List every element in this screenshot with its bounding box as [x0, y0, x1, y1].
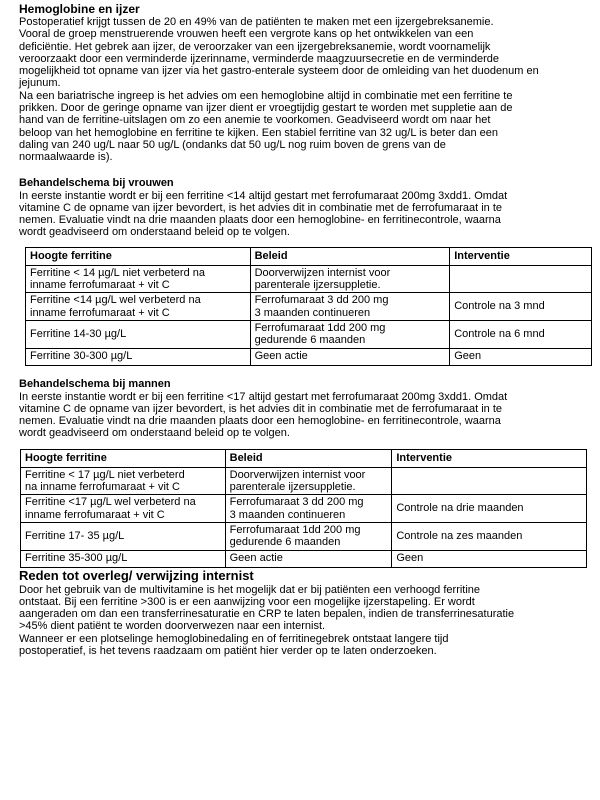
cell-beleid: Ferrofumaraat 3 dd 200 mg 3 maanden continueren [225, 495, 392, 523]
text-line: Vooral de groep menstruerende vrouwen heeft een vergrote kans op het ontwikkelen van een [19, 28, 474, 41]
table-header-row [21, 449, 587, 467]
text-line: mogelijkheid tot opname van ijzer via het gastro-enterale systeem door de omleiding van het duodenum en [19, 65, 539, 78]
section-hemoglobine-body [19, 16, 587, 164]
cell-interventie: Controle na drie maanden [392, 495, 587, 523]
text-line: postoperatief, is het tevens raadzaam om patiënt hier verder op te laten onderzoeken. [19, 644, 437, 657]
text-line: prikken. Door de geringe opname van ijzer dient er vroegtijdig gestart te worden met suppletie aan de [19, 102, 513, 115]
table-row [26, 320, 592, 348]
cell-interventie: Controle na 6 mnd [450, 320, 592, 348]
section-mannen-body [19, 391, 587, 440]
section-overleg-body [19, 584, 587, 658]
table-row [21, 467, 587, 495]
cell-beleid: Ferrofumaraat 3 dd 200 mg 3 maanden continueren [250, 293, 450, 321]
header-hoogte-ferritine: Hoogte ferritine [21, 449, 226, 467]
header-beleid: Beleid [225, 449, 392, 467]
table-vrouwen [25, 247, 592, 366]
table-mannen [20, 449, 587, 568]
text-line: In eerste instantie wordt er bij een ferritine <17 altijd gestart met ferrofumaraat 200mg 3xdd1. Omdat [19, 390, 508, 403]
text-line: wordt geadviseerd om onderstaand beleid op te volgen. [19, 226, 290, 239]
cell-hoogte-ferritine: Ferritine < 17 µg/L niet verbeterd na inname ferrofumaraat + vit C [21, 467, 226, 495]
header-hoogte-ferritine: Hoogte ferritine [26, 247, 251, 265]
text-line: nemen. Evaluatie vindt na drie maanden plaats door een hemoglobine- en ferritinecontrole, waarna [19, 214, 501, 227]
table-mannen-body [21, 467, 587, 567]
cell-hoogte-ferritine: Ferritine 30-300 µg/L [26, 348, 251, 365]
section-vrouwen-body [19, 190, 587, 239]
header-interventie: Interventie [450, 247, 592, 265]
section-title-vrouwen: Behandelschema bij vrouwen [19, 176, 174, 189]
table-row [21, 550, 587, 567]
text-line: Door het gebruik van de multivitamine is het mogelijk dat er bij patiënten een verhoogd ferritine [19, 583, 481, 596]
table-header-row [26, 247, 592, 265]
cell-interventie: Controle na zes maanden [392, 522, 587, 550]
cell-beleid: Ferrofumaraat 1dd 200 mg gedurende 6 maanden [225, 522, 392, 550]
table-row [26, 265, 592, 293]
text-line: wordt geadviseerd om onderstaand beleid op te volgen. [19, 427, 290, 440]
text-line: Wanneer er een plotselinge hemoglobinedaling en of ferritinegebrek ontstaat langere tijd [19, 632, 449, 645]
cell-interventie: Controle na 3 mnd [450, 293, 592, 321]
table-row [21, 495, 587, 523]
text-line: >45% dient patiënt te worden doorverwezen naar een internist. [19, 620, 326, 633]
cell-hoogte-ferritine: Ferritine <14 µg/L wel verbeterd na inname ferrofumaraat + vit C [26, 293, 251, 321]
text-line: nemen. Evaluatie vindt na drie maanden plaats door een hemoglobine- en ferritinecontrole, waarna [19, 415, 501, 428]
text-line: hand van de ferritine-uitslagen om zo een anemie te voorkomen. Geadviseerd wordt om naar het [19, 114, 491, 127]
cell-beleid: Doorverwijzen internist voor parenterale ijzersuppletie. [225, 467, 392, 495]
section-title-overleg: Reden tot overleg/ verwijzing internist [19, 567, 254, 583]
table-vrouwen-body [26, 265, 592, 365]
text-line: Postoperatief krijgt tussen de 20 en 49% van de patiënten te maken met een ijzergebreksanemie. [19, 16, 494, 28]
cell-hoogte-ferritine: Ferritine < 14 µg/L niet verbeterd na inname ferrofumaraat + vit C [26, 265, 251, 293]
text-line: Na een bariatrische ingreep is het advies om een hemoglobine altijd in combinatie met een ferritine te [19, 89, 513, 102]
cell-beleid: Doorverwijzen internist voor parenterale ijzersuppletie. [250, 265, 450, 293]
table-row [21, 522, 587, 550]
cell-hoogte-ferritine: Ferritine 35-300 µg/L [21, 550, 226, 567]
text-line: In eerste instantie wordt er bij een ferritine <14 altijd gestart met ferrofumaraat 200mg 3xdd1. Omdat [19, 189, 508, 202]
cell-hoogte-ferritine: Ferritine 17- 35 µg/L [21, 522, 226, 550]
text-line: ontstaat. Bij een ferritine >300 is er een aanwijzing voor een mogelijke ijzerstapeling. Er wordt [19, 595, 475, 608]
text-line: jejunum. [19, 77, 61, 90]
text-line: deficiëntie. Het gebrek aan ijzer, de veroorzaker van een ijzergebreksanemie, wordt voornamelijk [19, 40, 491, 53]
cell-interventie: Geen [392, 550, 587, 567]
table-row [26, 293, 592, 321]
text-line: aangeraden om dan een transferrinesaturatie en CRP te laten bepalen, indien de transferrinesaturatie [19, 608, 515, 621]
header-beleid: Beleid [250, 247, 450, 265]
cell-hoogte-ferritine: Ferritine <17 µg/L wel verbeterd na inname ferrofumaraat + vit C [21, 495, 226, 523]
cell-beleid: Ferrofumaraat 1dd 200 mg gedurende 6 maanden [250, 320, 450, 348]
text-line: veroorzaakt door een verminderde ijzerinname, verminderde maagzuursecretie en de verminderde [19, 52, 499, 65]
text-line: normaalwaarde is). [19, 151, 113, 164]
cell-interventie [450, 265, 592, 293]
cell-interventie: Geen [450, 348, 592, 365]
document-page [19, 2, 587, 657]
section-title-mannen: Behandelschema bij mannen [19, 377, 171, 390]
cell-beleid: Geen actie [250, 348, 450, 365]
header-interventie: Interventie [392, 449, 587, 467]
section-title-hemoglobine: Hemoglobine en ijzer [19, 2, 140, 16]
text-line: beloop van het hemoglobine en ferritine te kijken. Een stabiel ferritine van 32 ug/L is beter dan een [19, 126, 499, 139]
cell-hoogte-ferritine: Ferritine 14-30 µg/L [26, 320, 251, 348]
text-line: vitamine C de opname van ijzer bevordert, is het advies dit in combinatie met de ferrofumaraat in te [19, 201, 503, 214]
cell-beleid: Geen actie [225, 550, 392, 567]
text-line: vitamine C de opname van ijzer bevordert, is het advies dit in combinatie met de ferrofumaraat in te [19, 402, 503, 415]
cell-interventie [392, 467, 587, 495]
text-line: daling van 240 ug/L naar 50 ug/L (ondanks dat 50 ug/L nog ruim boven de grens van de [19, 138, 446, 151]
table-row [26, 348, 592, 365]
